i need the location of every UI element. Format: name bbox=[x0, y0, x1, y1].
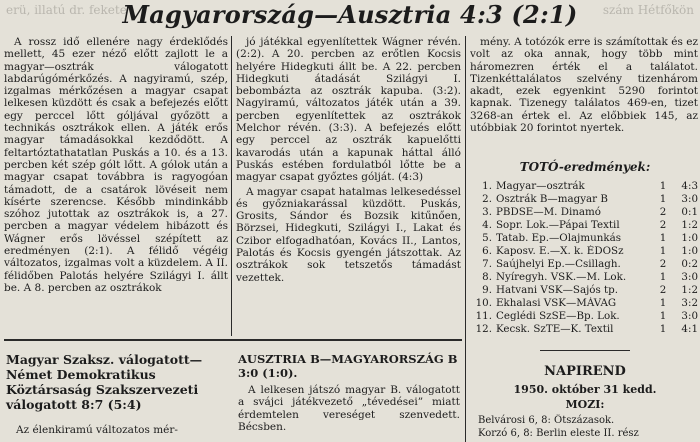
section-divider bbox=[4, 339, 462, 341]
toto-row: 8. Nyíregyh. VSK.—M. Lok. 1 3:0 bbox=[482, 271, 698, 283]
column-divider bbox=[465, 36, 466, 442]
article-paragraph: jó játékkal egyenlítettek Wágner révén. (2:2). A 20. percben az erőtlen Kocsis helyére Hidegkuti állt be. A 22. percben Hidegkuti átadását Szilágyi I. bebombázta az osztrák kapuba. (3:2). Nagyiramú, változatos játék után a 39. percben egyenlítettek az osztrákok Melchor révén. (3:3). A befejezés előtt egy perccel az osztrák kapuelőtti kavarodás után a kapunak háttal álló Puskás estében fordulatból lőtte be a magyar csapat győztes gólját. (4:3) bbox=[236, 36, 461, 184]
mozi-list bbox=[478, 414, 698, 440]
toto-row: 3. PBDSE—M. Dinamó 2 0:1 bbox=[482, 206, 698, 218]
toto-results-table bbox=[470, 180, 698, 336]
toto-row: 2. Osztrák B—magyar B 1 3:0 bbox=[482, 193, 698, 205]
napirend-title: NAPIREND bbox=[544, 364, 626, 379]
article-column-2 bbox=[236, 36, 461, 339]
toto-row: 11. Ceglédi SzSE—Bp. Lok. 1 3:0 bbox=[475, 310, 698, 322]
toto-row: 6. Kaposv. E.—X. k. ÉDOSz 1 1:0 bbox=[482, 245, 698, 257]
toto-row: 10. Ekhalasi VSK—MÁVAG 1 3:2 bbox=[475, 297, 698, 309]
toto-row: 12. Kecsk. SzTE—K. Textil 1 4:1 bbox=[475, 323, 698, 335]
mozi-line: Belvárosi 6, 8: Ötszázasok. bbox=[478, 415, 615, 426]
previous-column-fragment-right: szám Hétfőkön bbox=[602, 3, 694, 17]
article-column-1 bbox=[4, 36, 228, 328]
middle-bottom-text: A lelkesen játszó magyar B. válogatott a svájci játékvezető „tévedései” miatt érdemtelen vereséget szenvedett. Bécsben. bbox=[238, 384, 460, 433]
column-divider bbox=[231, 36, 232, 336]
napirend-rule bbox=[540, 350, 630, 351]
left-bottom-text: Az élenkiramú változatos mér- bbox=[16, 424, 178, 436]
article-column-3 bbox=[470, 36, 698, 154]
toto-row: 7. Saújhelyi Ep.—Csillagh. 2 0:2 bbox=[482, 258, 698, 270]
toto-title: TOTÓ-eredmények: bbox=[519, 160, 651, 174]
article-paragraph: A magyar csapat hatalmas lelkesedéssel és győzniakarással küzdött. Puskás, Grosits, Sándor és Bozsik kitűnően, Börzsei, Hidegkuti, Szilágyi I., Lakat és Czibor elfogadhatóan, Kovács II., Lantos, Palotás és Kocsis gyengén játszottak. Az osztrákok sok tetszetős támadást vezettek. bbox=[236, 185, 461, 284]
headline: Magyarország—Ausztria 4:3 (2:1) bbox=[122, 0, 578, 29]
toto-row: 9. Hatvani VSK—Sajós tp. 2 1:2 bbox=[482, 284, 698, 296]
toto-row: 4. Sopr. Lok.—Pápai Textil 2 1:2 bbox=[482, 219, 698, 231]
article-paragraph: A rossz idő ellenére nagy érdeklődés mellett, 45 ezer néző előtt zajlott le a magyar—osztrák válogatott labdarúgómérkőzés. A nagyiramú, szép, izgalmas mérkőzésen a magyar csapat lelkesen küzdött és csak a befejezés előtt egy perccel lőtt góljával győzött a technikás osztrákok ellen. A játék erős magyar támadásokkal kezdődött. A feltartóztathatatlan Puskás a 10. és a 13. percben két szép gólt lőtt. A gólok után a magyar csapat továbbra is ragyogóan támadott, de a csatárok lövéseit nem kísérte szerencse. Később mindinkább szóhoz jutottak az osztrákok is, a 27. percben a magyar védelem hibázott és Wágner erős lövéssel szépített az eredményen (2:1). A félidő végéig változatos, izgalmas volt a küzdelem. A II. félidőben Palotás helyére Szilágyi I. állt be. A 8. percben az osztrákok bbox=[4, 36, 228, 294]
napirend-date: 1950. október 31 kedd. bbox=[513, 383, 657, 396]
mozi-heading: MOZI: bbox=[565, 398, 605, 411]
middle-bottom-title: AUSZTRIA B—MAGYARORSZÁG B 3:0 (1:0). bbox=[238, 352, 458, 380]
toto-row: 5. Tatab. Ep.—Olajmunkás 1 1:0 bbox=[482, 232, 698, 244]
left-bottom-title: Magyar Szaksz. válogatott—Német Demokratikus Köztársaság Szakszervezeti válogatott 8:7 (5:4) bbox=[6, 352, 203, 412]
article-paragraph: mény. A totózók erre is számítottak és ez volt az oka annak, hogy több mint háromezren érték el a találatot. Tizenkéttalálatos szelvény tizenhárom akadt, ezek egyenkint 5290 forintot kapnak. Tizenegy találatos 469-en, tizet 3268-an értek el. Az előbbiek 145, az utóbbiak 20 forintot nyertek. bbox=[470, 36, 698, 135]
toto-row: 1. Magyar—osztrák 1 4:3 bbox=[482, 180, 698, 192]
mozi-line: Korzó 6, 8: Berlin eleste II. rész bbox=[478, 428, 639, 439]
previous-column-fragment: erü, illatú dr. fekete bbox=[6, 3, 127, 17]
